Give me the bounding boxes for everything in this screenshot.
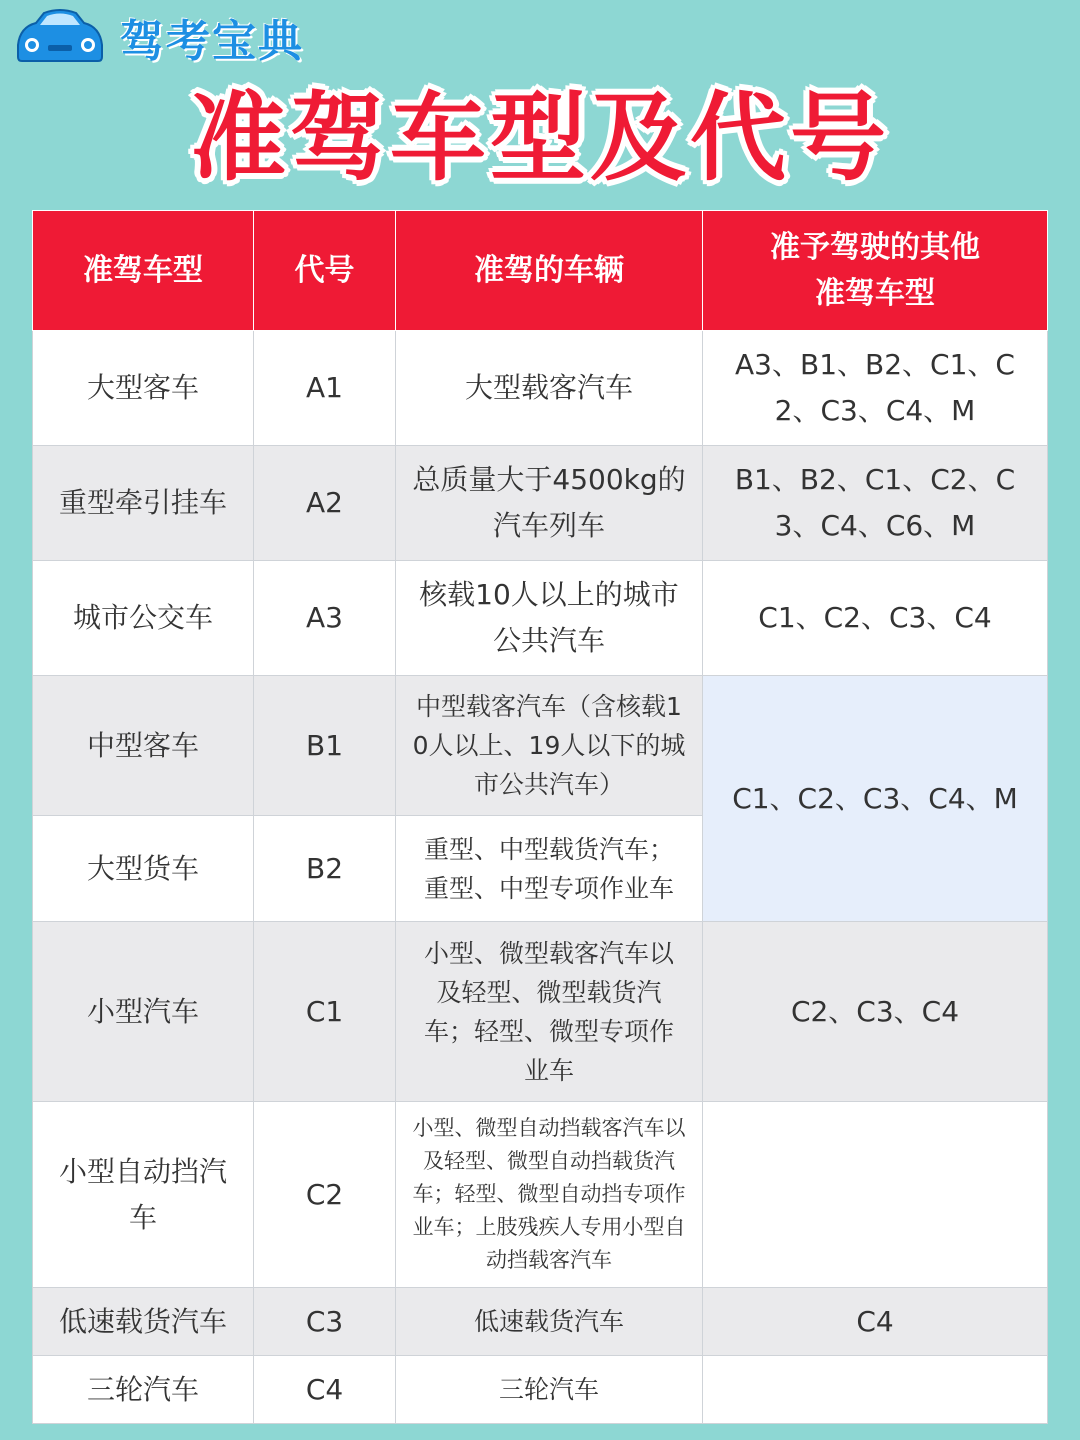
cell-code: C2 (254, 1102, 396, 1288)
cell-vehicles: 低速载货汽车 (396, 1288, 703, 1356)
cell-code: C1 (254, 922, 396, 1102)
cell-other-types: C2、C3、C4 (703, 922, 1048, 1102)
car-icon (10, 5, 110, 69)
cell-vehicles: 重型、中型载货汽车； 重型、中型专项作业车 (396, 816, 703, 922)
cell-other-types: A3、B1、B2、C1、C 2、C3、C4、M (703, 331, 1048, 446)
header-code: 代号 (254, 211, 396, 331)
cell-vehicles: 小型、微型载客汽车以 及轻型、微型载货汽 车；轻型、微型专项作 业车 (396, 922, 703, 1102)
header-license-type: 准驾车型 (33, 211, 254, 331)
table-row (33, 561, 1048, 676)
cell-code: B2 (254, 816, 396, 922)
cell-other-types (703, 1356, 1048, 1424)
cell-other-types: C1、C2、C3、C4、M (703, 676, 1048, 922)
cell-code: C3 (254, 1288, 396, 1356)
cell-license-type: 城市公交车 (33, 561, 254, 676)
cell-license-type: 中型客车 (33, 676, 254, 816)
cell-code: A2 (254, 446, 396, 561)
cell-license-type: 小型自动挡汽 车 (33, 1102, 254, 1288)
cell-code: B1 (254, 676, 396, 816)
table-header-row (33, 211, 1048, 331)
cell-vehicles: 小型、微型自动挡载客汽车以 及轻型、微型自动挡载货汽 车；轻型、微型自动挡专项作 业车；上肢残疾人专用小型自 动挡载客汽车 (396, 1102, 703, 1288)
cell-code: A3 (254, 561, 396, 676)
cell-license-type: 大型客车 (33, 331, 254, 446)
cell-vehicles: 大型载客汽车 (396, 331, 703, 446)
cell-license-type: 大型货车 (33, 816, 254, 922)
cell-other-types: C1、C2、C3、C4 (703, 561, 1048, 676)
cell-other-types: B1、B2、C1、C2、C 3、C4、C6、M (703, 446, 1048, 561)
cell-vehicles: 三轮汽车 (396, 1356, 703, 1424)
header-other-types: 准予驾驶的其他 准驾车型 (703, 211, 1048, 331)
cell-vehicles: 总质量大于4500kg的 汽车列车 (396, 446, 703, 561)
brand-name: 驾考宝典 (120, 16, 304, 67)
table-row (33, 676, 1048, 816)
cell-vehicles: 中型载客汽车（含核载1 0人以上、19人以下的城 市公共汽车） (396, 676, 703, 816)
brand-header (10, 4, 304, 70)
cell-code: C4 (254, 1356, 396, 1424)
cell-vehicles: 核载10人以上的城市 公共汽车 (396, 561, 703, 676)
license-type-table (32, 210, 1048, 1424)
page-title: 准驾车型及代号 (190, 82, 890, 194)
cell-other-types: C4 (703, 1288, 1048, 1356)
cell-other-types (703, 1102, 1048, 1288)
cell-code: A1 (254, 331, 396, 446)
table-row (33, 331, 1048, 446)
header-vehicles: 准驾的车辆 (396, 211, 703, 331)
table-row (33, 446, 1048, 561)
table-row (33, 1288, 1048, 1356)
cell-license-type: 三轮汽车 (33, 1356, 254, 1424)
cell-license-type: 小型汽车 (33, 922, 254, 1102)
table-row (33, 1356, 1048, 1424)
table-row (33, 922, 1048, 1102)
table-row (33, 1102, 1048, 1288)
cell-license-type: 低速载货汽车 (33, 1288, 254, 1356)
cell-license-type: 重型牵引挂车 (33, 446, 254, 561)
